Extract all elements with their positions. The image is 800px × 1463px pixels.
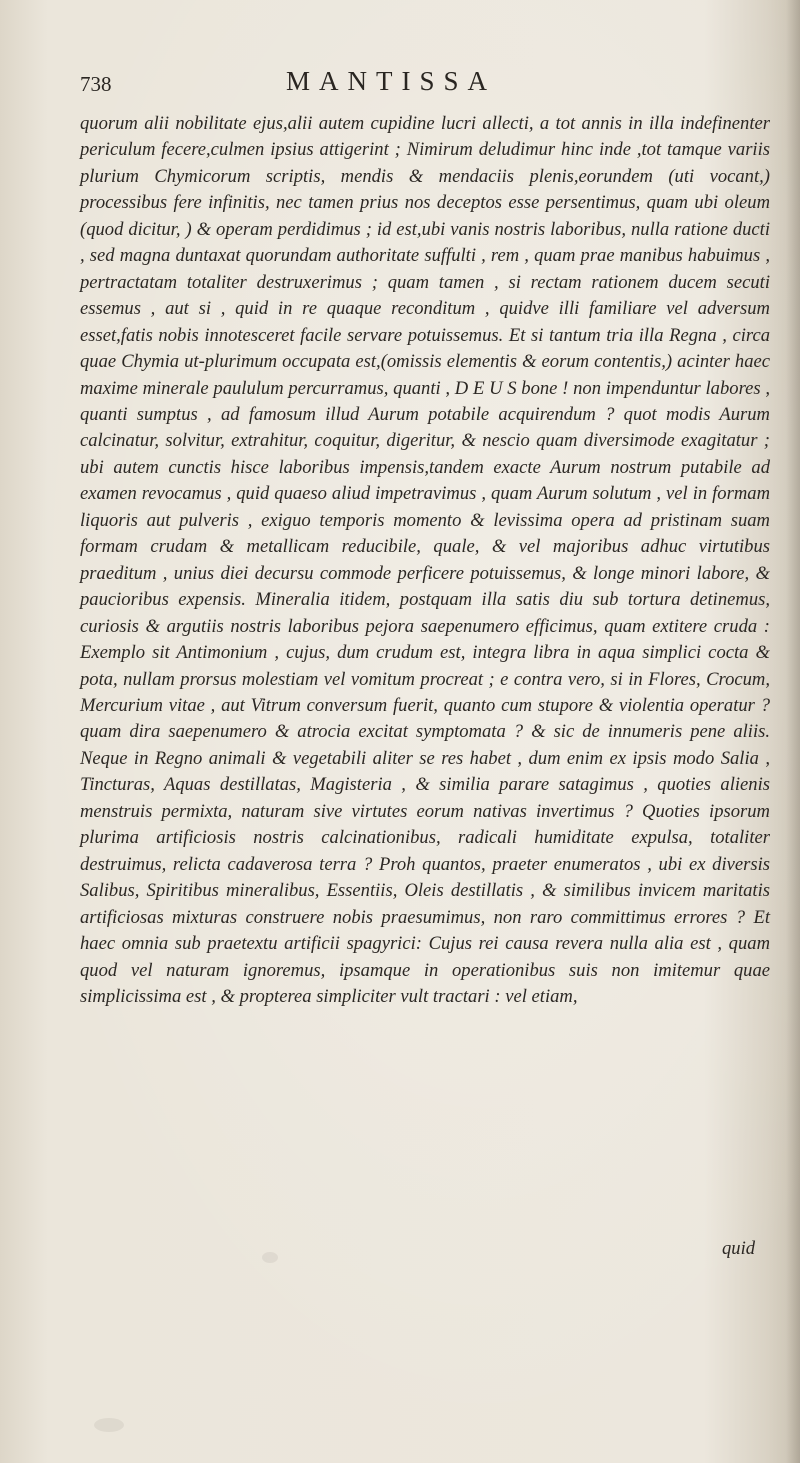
foxing-spot — [262, 1252, 278, 1263]
page-number: 738 — [80, 72, 112, 96]
page-header — [80, 66, 770, 106]
catchword: quid — [722, 1238, 756, 1259]
foxing-spot — [94, 1418, 124, 1432]
page-edge-shadow — [786, 0, 800, 1463]
running-title: MANTISSA — [286, 66, 497, 96]
body-text: quorum alii nobilitate ejus,alii autem cupidine lucri allecti, a tot annis in illa indefinenter periculum fecere,culmen ipsius attigerint ; Nimirum deludimur hinc inde ,tot tamque variis plurium Chymicorum scriptis, mendis & mendaciis plenis,eorundem (uti vocant,) processibus fere infinitis, nec tamen prius nos deceptos esse persentimus, quam ubi oleum (quod dicitur, ) & operam perdidimus ; id est,ubi vanis nostris laboribus, nulla ratione ducti , sed magna duntaxat quorundam authoritate suffulti , rem , quam prae manibus habuimus , pertractatam totaliter destruxerimus ; quam tamen , si rectam rationem ducem secuti essemus , aut si , quid in re quaque reconditum , quidve illi familiare vel adversum esset,fatis nobis innotesceret facile servare potuissemus. Et si tantum tria illa Regna , circa quae Chymia ut-plurimum occupata est,(omissis elementis & eorum contentis,) acinter haec maxime minerale paululum percurramus, quanti , D E U S bone ! non impenduntur labores , quanti sumptus , ad famosum illud Aurum potabile acquirendum ? quot modis Aurum calcinatur, solvitur, extrahitur, coquitur, digeritur, & nescio quam diversimode exagitatur ; ubi autem cunctis hisce laboribus impensis,tandem exacte Aurum nostrum putabile ad examen revocamus , quid quaeso aliud impetravimus , quam Aurum solutum , vel in formam liquoris aut pulveris , exiguo temporis momento & levissima opera ad pristinam suam formam crudam & metallicam reducibile, quale, & vel majoribus adhuc virtutibus praeditum , unius diei decursu commode perficere potuissemus, & longe minori labore, & paucioribus expensis. Mineralia itidem, postquam illa satis diu sub tortura detinemus, curiosis & argutiis nostris laboribus pejora saepenumero efficimus, quam extitere cruda : Exemplo sit Antimonium , cujus, dum crudum est, integra libra in aqua simplici cocta & pota, nullam prorsus molestiam vel vomitum procreat ; e contra vero, si in Flores, Crocum, Mercurium vitae , aut Vitrum conversum fuerit, quanto cum stupore & violentia operatur ? quam dira saepenumero & atrocia excitat symptomata ? & sic de innumeris pene aliis. Neque in Regno animali & vegetabili aliter se res habet , dum enim ex ipsis modo Salia , Tincturas, Aquas destillatas, Magisteria , & similia parare satagimus , quoties alienis menstruis permixta, naturam sive virtutes eorum nativas invertimus ? Quoties ipsorum plurima artificiosis nostris calcinationibus, radicali humiditate expulsa, totaliter destruimus, relicta cadaverosa terra ? Proh quantos, praeter enumeratos , ubi ex diversis Salibus, Spiritibus mineralibus, Essentiis, Oleis destillatis , & similibus invicem maritatis artificiosas mixturas construere nobis praesumimus, non raro committimus errores ? Et haec omnia sub praetextu artificii spagyrici: Cujus rei causa revera nulla alia est , quam quod vel naturam ignoremus, ipsamque in operationibus suis non imitemur quae simplicissima est , & propterea simpliciter vult tractari : vel etiam, — [80, 113, 770, 1007]
